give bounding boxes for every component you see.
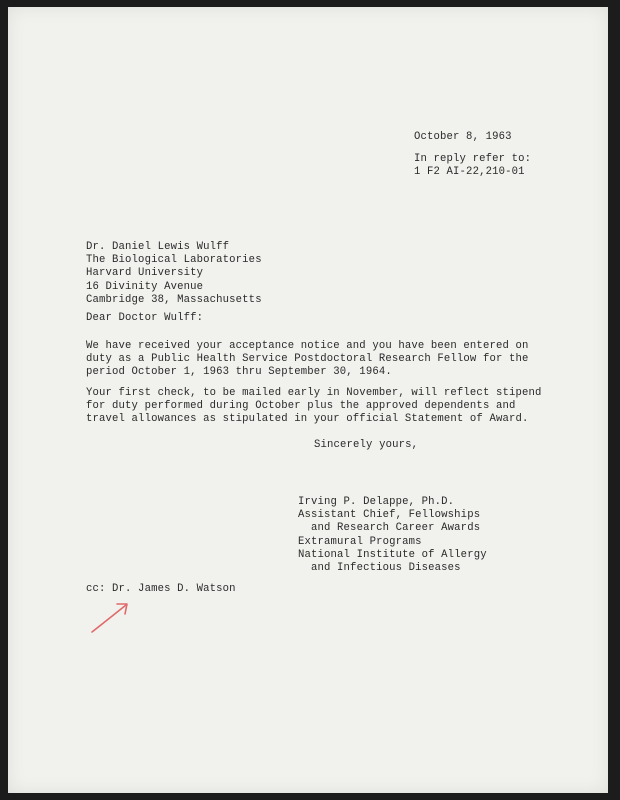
signature-line: and Infectious Diseases <box>298 562 461 575</box>
salutation: Dear Doctor Wulff: <box>86 312 204 324</box>
handwritten-arrow-icon <box>90 599 132 635</box>
signature-line: Assistant Chief, Fellowships <box>298 509 481 522</box>
recipient-address <box>86 241 262 307</box>
paragraph-line: period October 1, 1963 thru September 30, 1964. <box>86 366 392 379</box>
paragraph-line: Your first check, to be mailed early in November, will reflect stipend <box>86 387 542 399</box>
signature-line: and Research Career Awards <box>298 522 481 535</box>
address-line: 16 Divinity Avenue <box>86 280 204 293</box>
address-line: Harvard University <box>86 267 204 280</box>
signature-line: Extramural Programs <box>298 535 422 548</box>
address-line: Dr. Daniel Lewis Wulff <box>86 241 230 253</box>
cc-line: cc: Dr. James D. Watson <box>86 583 236 595</box>
paragraph-line: travel allowances as stipulated in your official Statement of Award. <box>86 413 529 426</box>
address-line: Cambridge 38, Massachusetts <box>86 293 262 306</box>
closing: Sincerely yours, <box>314 439 419 451</box>
paragraph-line: duty as a Public Health Service Postdoctoral Research Fellow for the <box>86 353 529 366</box>
paragraph-2 <box>86 387 542 427</box>
paragraph-line: We have received your acceptance notice and you have been entered on <box>86 340 529 352</box>
address-line: The Biological Laboratories <box>86 254 262 267</box>
reply-reference-code: 1 F2 AI-22,210-01 <box>414 166 525 178</box>
signature-line: National Institute of Allergy <box>298 548 487 561</box>
signature-line: Irving P. Delappe, Ph.D. <box>298 496 455 508</box>
signature-block <box>298 496 487 575</box>
paragraph-1 <box>86 340 529 380</box>
letter-date: October 8, 1963 <box>414 131 512 143</box>
reply-reference-label: In reply refer to: <box>414 153 532 165</box>
letter-page <box>8 7 608 793</box>
paragraph-line: for duty performed during October plus the approved dependents and <box>86 400 516 413</box>
